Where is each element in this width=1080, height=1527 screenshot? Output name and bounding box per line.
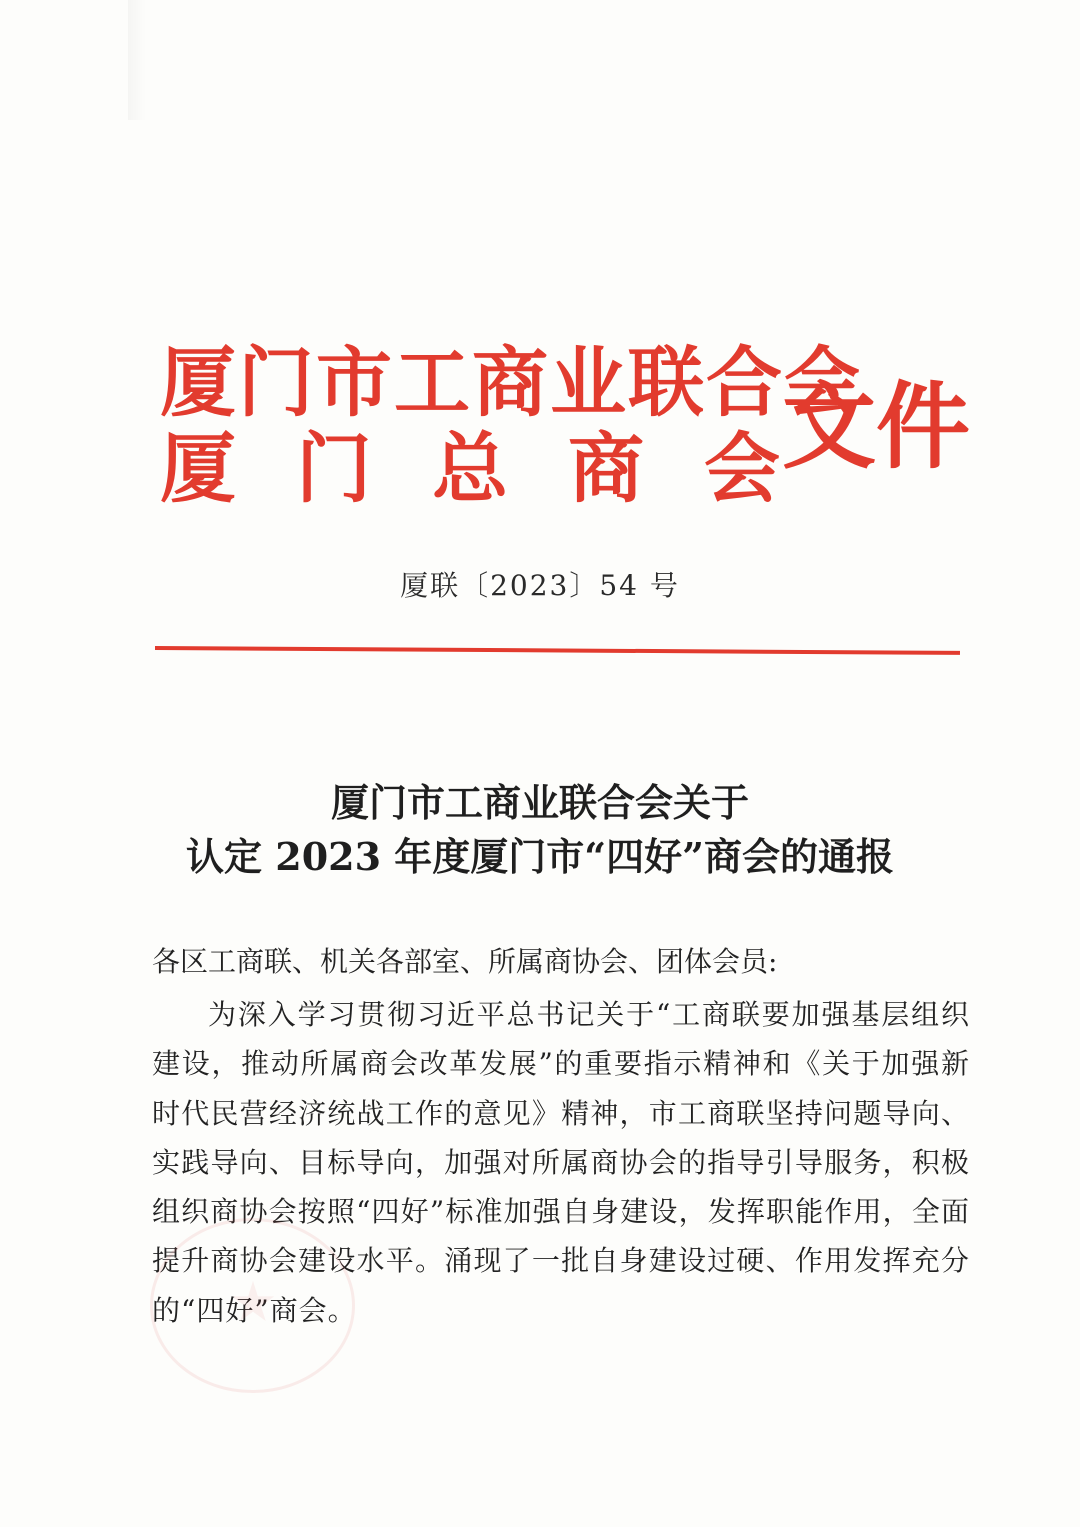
issuer-line-2 bbox=[160, 424, 780, 514]
issuer-line-2-char: 厦 bbox=[160, 424, 236, 513]
seal-icon bbox=[150, 1218, 355, 1393]
issuer-line-2-char: 总 bbox=[432, 424, 508, 513]
issuer-line-2-char: 会 bbox=[704, 424, 780, 513]
issuer-line-1: 厦门市工商业联合会 bbox=[160, 338, 862, 427]
document-title-line-2: 认定 2023 年度厦门市“四好”商会的通报 bbox=[186, 834, 894, 879]
document-title-line-1: 厦门市工商业联合会关于 bbox=[330, 780, 749, 825]
document-type-label: 文件 bbox=[782, 372, 971, 482]
document-number: 厦联〔2023〕54 号 bbox=[400, 569, 680, 602]
issuer-line-2-char: 门 bbox=[296, 424, 372, 513]
body-paragraph: 为深入学习贯彻习近平总书记关于“工商联要加强基层组织建设，推动所属商会改革发展”的重要指示精神和《关于加强新时代民营经济统战工作的意见》精神，市工商联坚持问题导向、实践导向、目标导向，加强对所属商协会的指导引导服务，积极组织商协会按照“四好”标准加强自身建设，发挥职能作用，全面提升商协会建设水平。涌现了一批自身建设过硬、作用发挥充分的“四好”商会。 bbox=[152, 998, 970, 1327]
issuer-line-2-char: 商 bbox=[568, 424, 644, 513]
red-letterhead bbox=[160, 338, 971, 518]
red-divider-line bbox=[155, 646, 960, 655]
salutation: 各区工商联、机关各部室、所属商协会、团体会员: bbox=[152, 945, 778, 978]
scan-shadow bbox=[128, 0, 146, 120]
